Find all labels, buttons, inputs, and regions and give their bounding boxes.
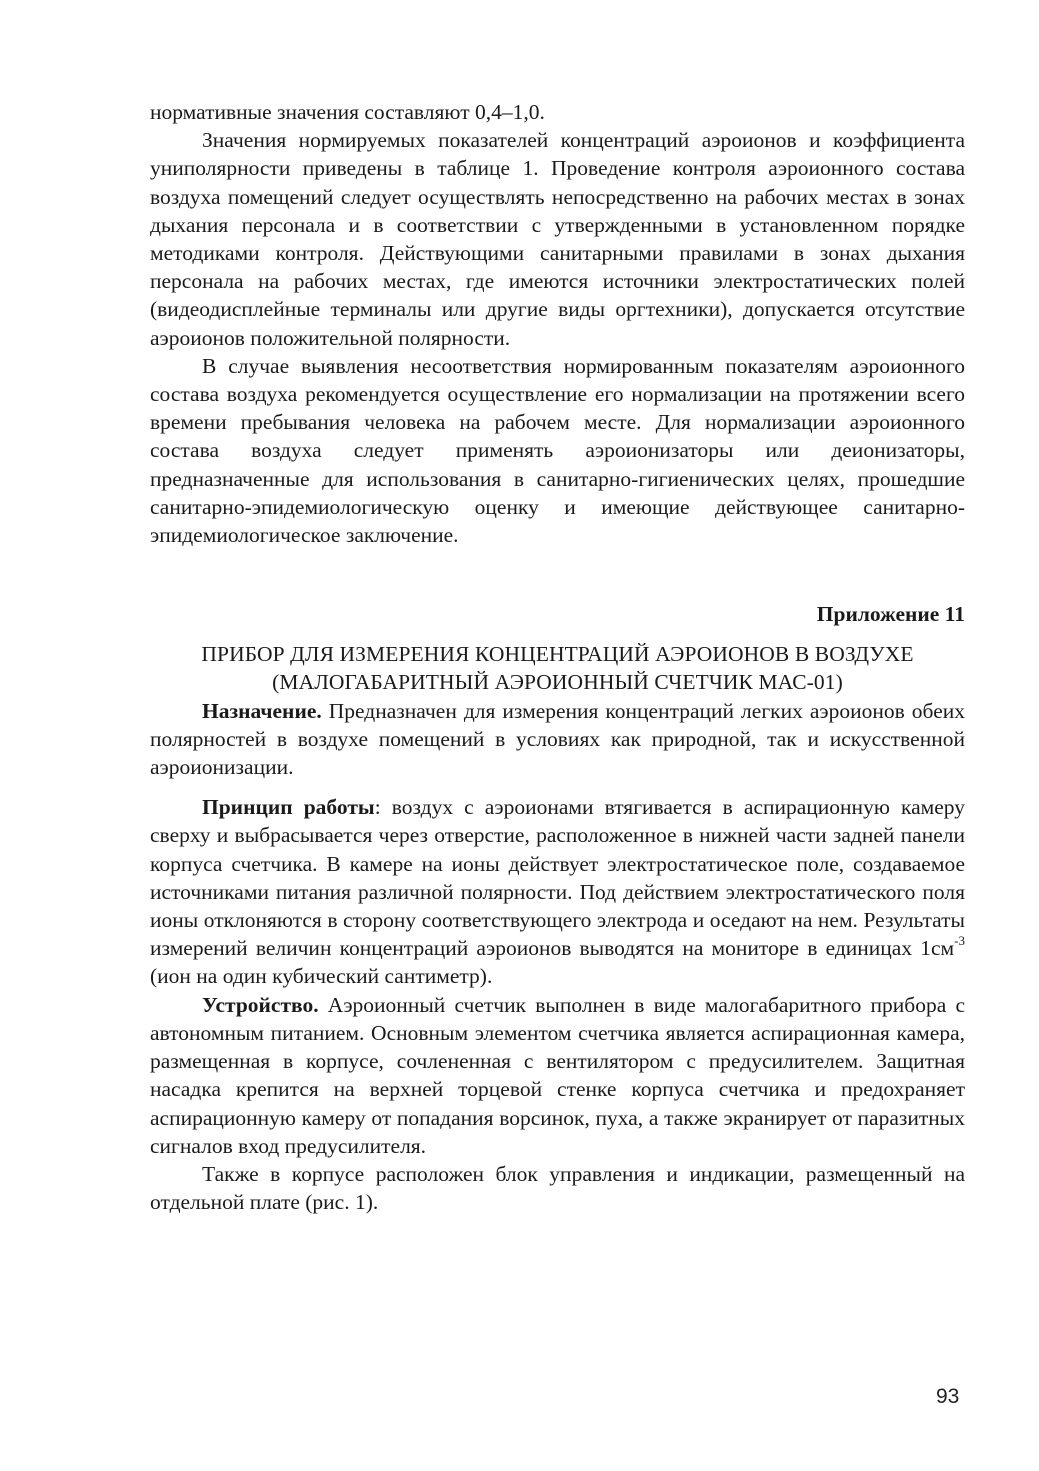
principle-text: : воздух с аэроионами втягивается в аспирационную камеру сверху и выбрасывается через отверстие, расположенное в нижней части задней панели корпуса счетчика. В камере на ионы действует электростатическое поле, создаваемое источниками питания различной полярности. Под действием электростатического поля ионы отклоняются в сторону соответствующего электрода и оседают на нем. Результаты измерений величин концентраций аэроионов выводятся на мониторе в единицах 1см: [150, 795, 965, 961]
paragraph-device: [150, 991, 965, 1160]
paragraph-principle: [150, 793, 965, 990]
appendix-label: Приложение 11: [816, 602, 965, 627]
page-content: [150, 98, 965, 1216]
paragraph-purpose: [150, 697, 965, 782]
paragraph-control-block: Также в корпусе расположен блок управления и индикации, размещенный на отдельной плате (рис. 1).: [150, 1161, 965, 1215]
section-title: [150, 640, 965, 696]
device-text: Аэроионный счетчик выполнен в виде малогабаритного прибора с автономным питанием. Основным элементом счетчика является аспирационная камера, размещенная в корпусе, сочлененная с вентилятором с предусилителем. Защитная насадка крепится на верхней торцевой стенке корпуса счетчика и предохраняет аспирационную камеру от попадания ворсинок, пуха, а также экранирует от паразитных сигналов вход предусилителя.: [150, 992, 965, 1158]
section-title-line-2: (МАЛОГАБАРИТНЫЙ АЭРОИОННЫЙ СЧЕТЧИК МАС-01): [272, 670, 843, 695]
section-title-line-1: ПРИБОР ДЛЯ ИЗМЕРЕНИЯ КОНЦЕНТРАЦИЙ АЭРОИОНОВ В ВОЗДУХЕ: [201, 642, 914, 667]
purpose-heading: Назначение.: [202, 698, 322, 723]
section-spacer: [150, 549, 965, 600]
principle-heading: Принцип работы: [202, 795, 375, 820]
device-heading: Устройство.: [202, 992, 319, 1017]
paragraph-normalization: В случае выявления несоответствия нормированным показателям аэроионного состава воздуха рекомендуется осуществление его нормализации на протяжении всего времени пребывания человека на рабочем месте. Для нормализации аэроионного состава воздуха следует применять аэроионизаторы или деионизаторы, предназначенные для использования в санитарно-гигиенических целях, прошедшие санитарно-эпидемиологическую оценку и имеющие действующее санитарно-эпидемиологическое заключение.: [150, 353, 965, 548]
purpose-text: Предназначен для измерения концентраций легких аэроионов обеих полярностей в воздухе помещений в условиях как природной, так и искусственной аэроионизации.: [150, 698, 965, 780]
paragraph-norm-values: Значения нормируемых показателей концентраций аэроионов и коэффициента униполярности приведены в таблице 1. Проведение контроля аэроионного состава воздуха помещений следует осуществлять непосредственно на рабочих местах в зонах дыхания персонала и в соответствии с утвержденными в установленном порядке методиками контроля. Действующими санитарными правилами в зонах дыхания персонала на рабочих местах, где имеются источники электростатических полей (видеодисплейные терминалы или другие виды оргтехники), допускается отсутствие аэроионов положительной полярности.: [150, 128, 965, 350]
paragraph-continuation: нормативные значения составляют 0,4–1,0.: [150, 100, 545, 124]
page-number: 93: [936, 1385, 960, 1408]
unit-superscript: -3: [954, 933, 965, 949]
principle-text-end: (ион на один кубический сантиметр).: [150, 964, 493, 989]
paragraph-gap: [150, 781, 965, 793]
